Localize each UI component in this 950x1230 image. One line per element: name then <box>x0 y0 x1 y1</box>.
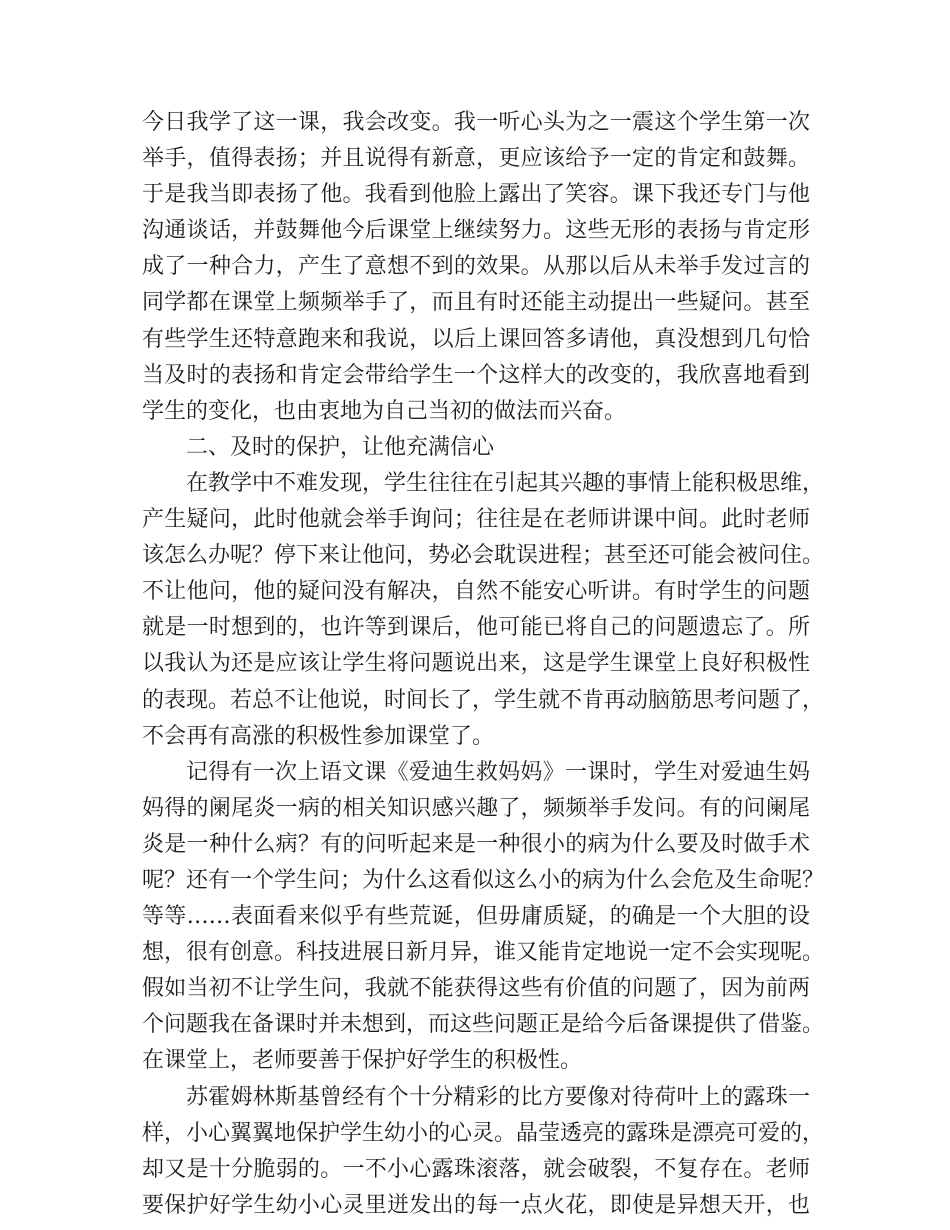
paragraph-line: 呢？还有一个学生问；为什么这看似这么小的病为什么会危及生命呢？ <box>142 867 825 893</box>
paragraph-line: 沟通谈话，并鼓舞他今后课堂上继续努力。这些无形的表扬与肯定形 <box>142 218 810 244</box>
paragraph-line: 同学都在课堂上频频举手了，而且有时还能主动提出一些疑问。甚至 <box>142 290 810 316</box>
paragraph-line: 就是一时想到的，也许等到课后，他可能已将自己的问题遗忘了。所 <box>142 615 810 641</box>
paragraph-line: 于是我当即表扬了他。我看到他脸上露出了笑容。课下我还专门与他 <box>142 182 810 208</box>
paragraph-line: 等等……表面看来似乎有些荒诞，但毋庸质疑，的确是一个大胆的设 <box>142 904 810 930</box>
paragraph-line: 在教学中不难发现，学生往往在引起其兴趣的事情上能积极思维， <box>186 470 825 496</box>
paragraph-line: 炎是一种什么病？有的问听起来是一种很小的病为什么要及时做手术 <box>142 831 810 857</box>
paragraph-line: 不让他问，他的疑问没有解决，自然不能安心听讲。有时学生的问题 <box>142 579 810 605</box>
paragraph-line: 今日我学了这一课，我会改变。我一听心头为之一震这个学生第一次 <box>142 110 810 135</box>
paragraph-line: 学生的变化，也由衷地为自己当初的做法而兴奋。 <box>142 398 627 424</box>
paragraph-line: 样，小心翼翼地保护学生幼小的心灵。晶莹透亮的露珠是漂亮可爱的， <box>142 1120 825 1146</box>
paragraph-line: 要保护好学生幼小心灵里迸发出的每一点火花，即使是异想天开，也 <box>142 1192 810 1218</box>
paragraph-line: 有些学生还特意跑来和我说，以后上课回答多请他，真没想到几句恰 <box>142 326 810 352</box>
section-heading: 二、及时的保护，让他充满信心 <box>186 434 495 460</box>
paragraph-line: 产生疑问，此时他就会举手询问；往往是在老师讲课中间。此时老师 <box>142 507 810 533</box>
paragraph-line: 假如当初不让学生问，我就不能获得这些有价值的问题了，因为前两 <box>142 976 810 1002</box>
paragraph-line: 妈得的阑尾炎一病的相关知识感兴趣了，频频举手发问。有的问阑尾 <box>142 795 810 821</box>
paragraph-line: 以我认为还是应该让学生将问题说出来，这是学生课堂上良好积极性 <box>142 651 810 677</box>
paragraph-line: 想，很有创意。科技进展日新月异，谁又能肯定地说一定不会实现呢。 <box>142 940 825 966</box>
paragraph-line: 个问题我在备课时并未想到，而这些问题正是给今后备课提供了借鉴。 <box>142 1012 825 1038</box>
paragraph-line: 不会再有高涨的积极性参加课堂了。 <box>142 723 495 749</box>
paragraph-line: 的表现。若总不让他说，时间长了，学生就不肯再动脑筋思考问题了， <box>142 687 825 713</box>
paragraph-line: 当及时的表扬和肯定会带给学生一个这样大的改变的，我欣喜地看到 <box>142 362 810 388</box>
paragraph-line: 该怎么办呢？停下来让他问，势必会耽误进程；甚至还可能会被问住。 <box>142 543 825 569</box>
paragraph-line: 却又是十分脆弱的。一不小心露珠滚落，就会破裂，不复存在。老师 <box>142 1156 810 1182</box>
paragraph-line: 记得有一次上语文课《爱迪生救妈妈》一课时，学生对爱迪生妈 <box>186 759 810 785</box>
paragraph-line: 成了一种合力，产生了意想不到的效果。从那以后从未举手发过言的 <box>142 254 810 280</box>
paragraph-line: 举手，值得表扬；并且说得有新意，更应该给予一定的肯定和鼓舞。 <box>142 146 810 172</box>
paragraph-line: 苏霍姆林斯基曾经有个十分精彩的比方要像对待荷叶上的露珠一 <box>186 1084 810 1110</box>
paragraph-line: 在课堂上，老师要善于保护好学生的积极性。 <box>142 1048 583 1074</box>
document-body <box>142 105 825 1224</box>
